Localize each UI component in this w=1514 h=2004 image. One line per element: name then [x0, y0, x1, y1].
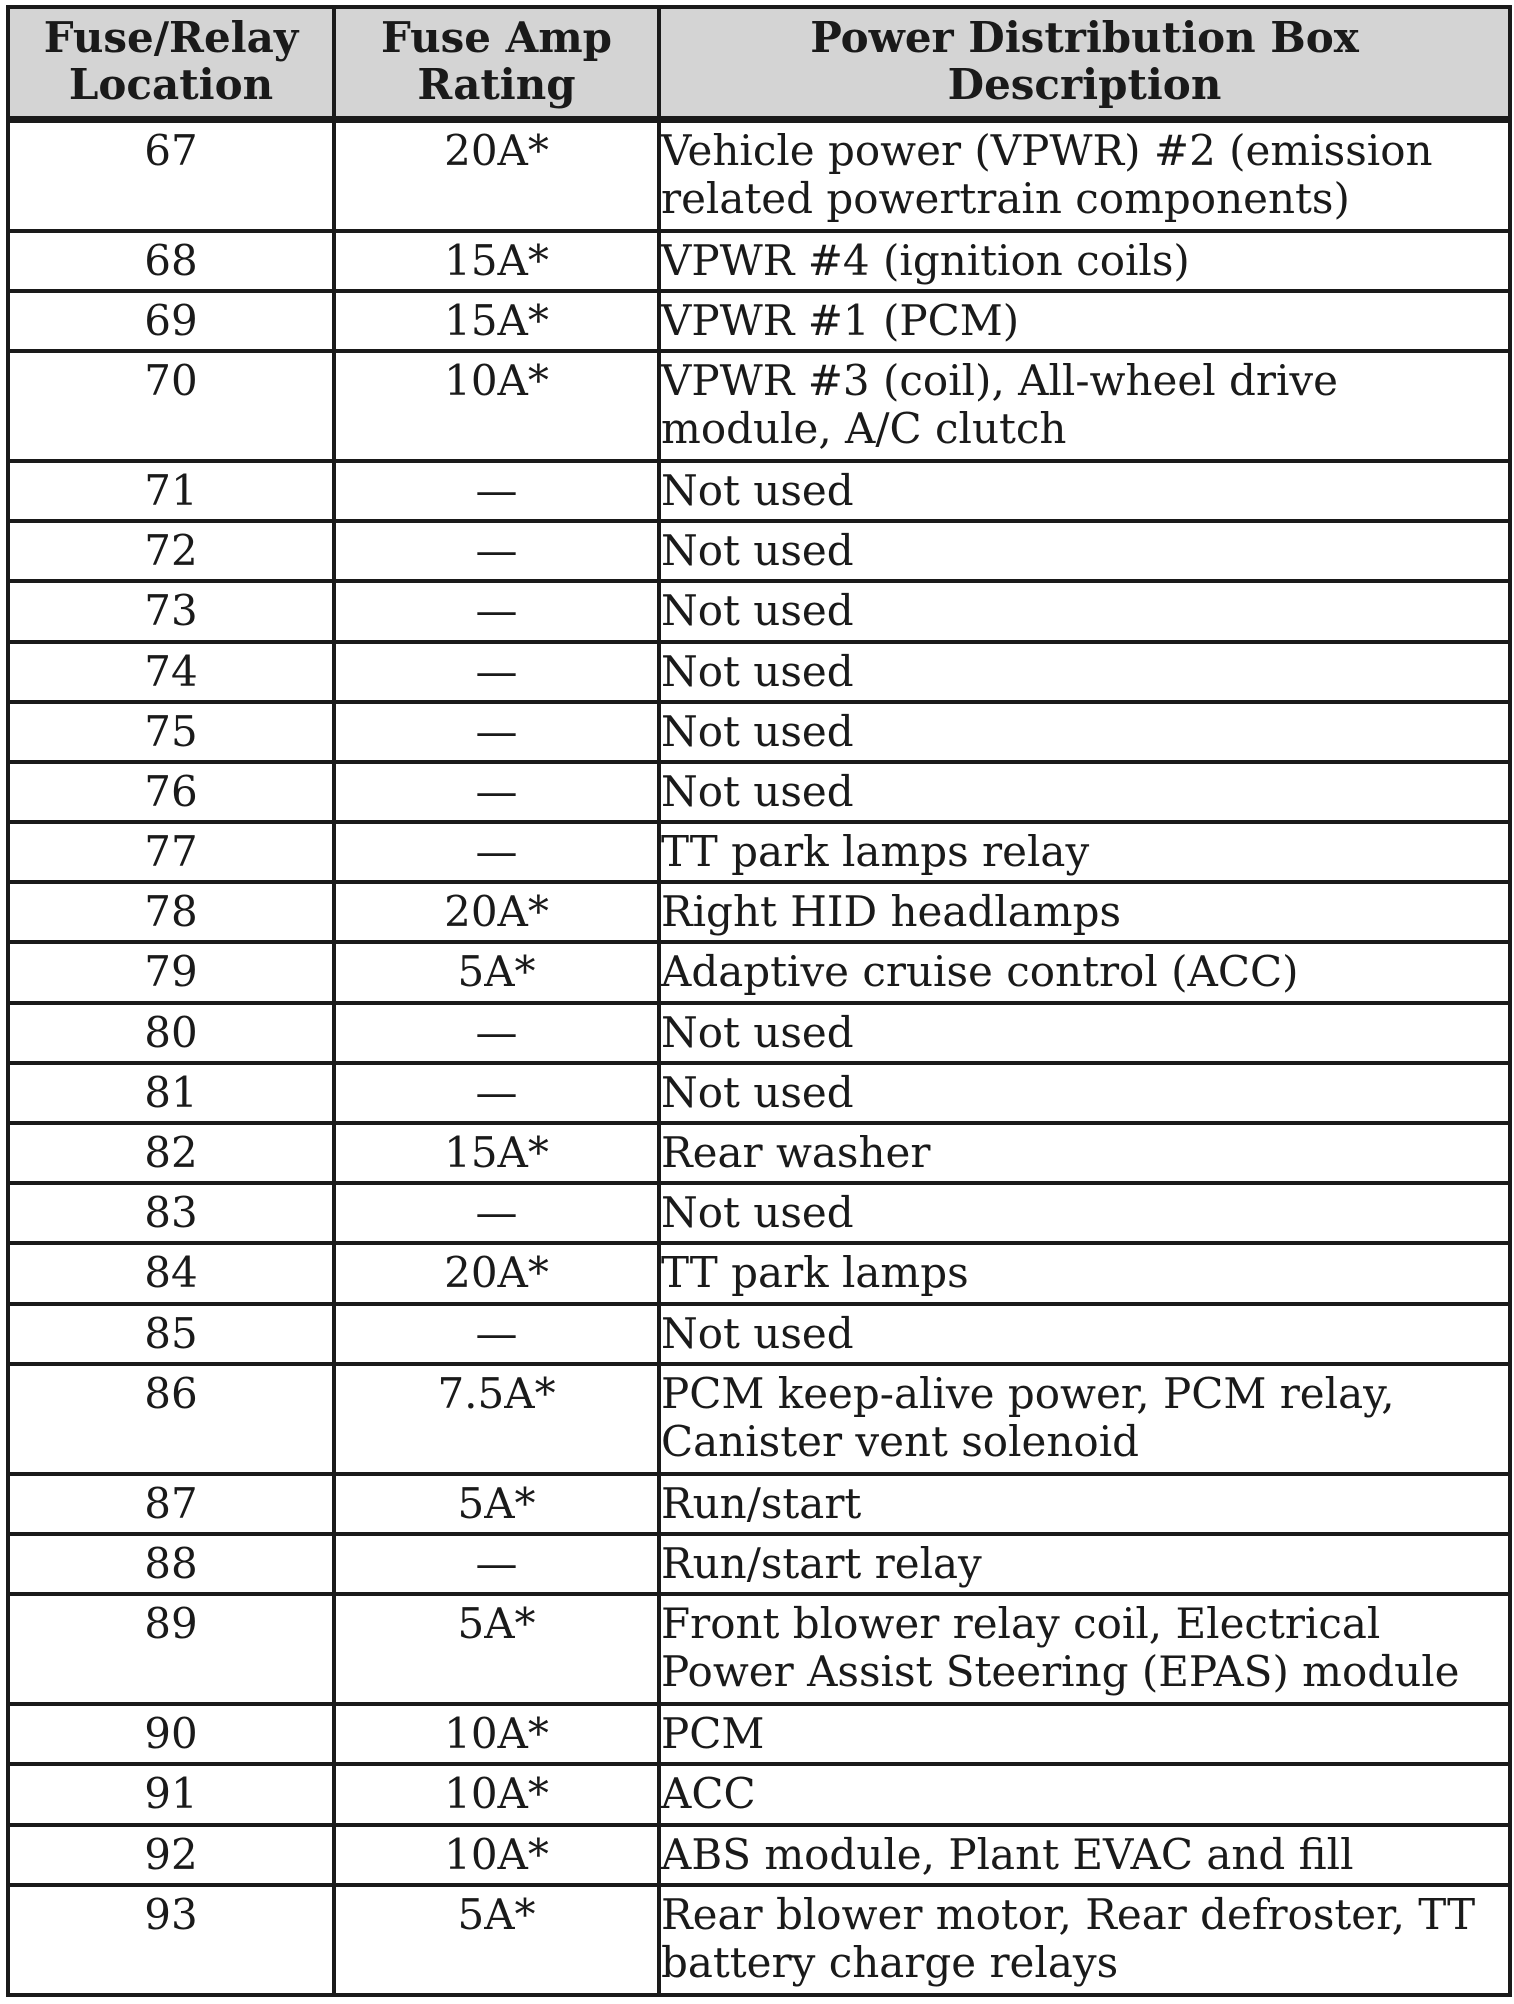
table-row — [8, 882, 1510, 942]
table-row — [8, 291, 1510, 351]
fuse-location-cell: 93 — [8, 1885, 334, 1995]
fuse-description-cell: ABS module, Plant EVAC and fill — [659, 1825, 1510, 1885]
table-row — [8, 581, 1510, 641]
fuse-location-cell: 81 — [8, 1063, 334, 1123]
fuse-amp-cell: 15A* — [334, 231, 659, 291]
fuse-amp-cell: 10A* — [334, 1764, 659, 1824]
fuse-location-cell: 73 — [8, 581, 334, 641]
fuse-amp-cell: 10A* — [334, 1704, 659, 1764]
table-row — [8, 119, 1510, 231]
fuse-location-cell: 68 — [8, 231, 334, 291]
fuse-location-cell: 84 — [8, 1243, 334, 1303]
fuse-description-cell: TT park lamps — [659, 1243, 1510, 1303]
table-body — [8, 119, 1510, 1995]
fuse-amp-cell: — — [334, 642, 659, 702]
fuse-description-cell: PCM keep-alive power, PCM relay, Canister vent solenoid — [659, 1364, 1510, 1474]
table-row — [8, 642, 1510, 702]
table-row — [8, 461, 1510, 521]
fuse-amp-cell: 7.5A* — [334, 1364, 659, 1474]
fuse-location-cell: 86 — [8, 1364, 334, 1474]
fuse-location-cell: 76 — [8, 762, 334, 822]
fuse-description-cell: Right HID headlamps — [659, 882, 1510, 942]
fuse-amp-cell: — — [334, 1063, 659, 1123]
table-row — [8, 521, 1510, 581]
fuse-description-cell: Vehicle power (VPWR) #2 (emission related powertrain components) — [659, 119, 1510, 231]
fuse-location-cell: 92 — [8, 1825, 334, 1885]
fuse-amp-cell: 20A* — [334, 882, 659, 942]
fuse-description-cell: PCM — [659, 1704, 1510, 1764]
fuse-amp-cell: — — [334, 762, 659, 822]
fuse-location-cell: 69 — [8, 291, 334, 351]
table-row — [8, 702, 1510, 762]
fuse-amp-cell: 5A* — [334, 1474, 659, 1534]
header-description: Power Distribution Box Description — [659, 7, 1510, 119]
fuse-description-cell: ACC — [659, 1764, 1510, 1824]
fuse-amp-cell: — — [334, 1003, 659, 1063]
fuse-location-cell: 78 — [8, 882, 334, 942]
fuse-location-cell: 85 — [8, 1304, 334, 1364]
fuse-amp-cell: — — [334, 461, 659, 521]
table-row — [8, 1764, 1510, 1824]
fuse-location-cell: 70 — [8, 351, 334, 461]
table-row — [8, 1825, 1510, 1885]
table-row — [8, 351, 1510, 461]
fuse-amp-cell: 20A* — [334, 119, 659, 231]
fuse-amp-cell: — — [334, 581, 659, 641]
fuse-amp-cell: — — [334, 702, 659, 762]
fuse-description-cell: Not used — [659, 642, 1510, 702]
fuse-description-cell: VPWR #4 (ignition coils) — [659, 231, 1510, 291]
table-row — [8, 1594, 1510, 1704]
fuse-location-cell: 87 — [8, 1474, 334, 1534]
fuse-location-cell: 67 — [8, 119, 334, 231]
table-row — [8, 1364, 1510, 1474]
fuse-description-cell: Not used — [659, 702, 1510, 762]
fuse-location-cell: 79 — [8, 942, 334, 1002]
fuse-amp-cell: — — [334, 822, 659, 882]
fuse-description-cell: Not used — [659, 1304, 1510, 1364]
header-row — [8, 7, 1510, 119]
fuse-amp-cell: — — [334, 1534, 659, 1594]
fuse-description-cell: Not used — [659, 581, 1510, 641]
fuse-description-cell: Run/start — [659, 1474, 1510, 1534]
fuse-description-cell: TT park lamps relay — [659, 822, 1510, 882]
header-location: Fuse/Relay Location — [8, 7, 334, 119]
table-row — [8, 1243, 1510, 1303]
fuse-location-cell: 80 — [8, 1003, 334, 1063]
fuse-description-cell: Not used — [659, 1063, 1510, 1123]
fuse-table — [6, 5, 1512, 1997]
fuse-description-cell: Run/start relay — [659, 1534, 1510, 1594]
fuse-amp-cell: 5A* — [334, 1885, 659, 1995]
table-row — [8, 1474, 1510, 1534]
table-row — [8, 822, 1510, 882]
fuse-description-cell: Not used — [659, 1183, 1510, 1243]
fuse-amp-cell: 15A* — [334, 291, 659, 351]
table-row — [8, 1123, 1510, 1183]
table-row — [8, 1704, 1510, 1764]
table-row — [8, 1885, 1510, 1995]
fuse-location-cell: 83 — [8, 1183, 334, 1243]
fuse-location-cell: 82 — [8, 1123, 334, 1183]
table-row — [8, 1534, 1510, 1594]
fuse-description-cell: Not used — [659, 521, 1510, 581]
fuse-amp-cell: — — [334, 1183, 659, 1243]
fuse-description-cell: Not used — [659, 762, 1510, 822]
table-row — [8, 1304, 1510, 1364]
fuse-location-cell: 77 — [8, 822, 334, 882]
table-header — [8, 7, 1510, 119]
fuse-description-cell: VPWR #1 (PCM) — [659, 291, 1510, 351]
fuse-location-cell: 88 — [8, 1534, 334, 1594]
fuse-amp-cell: 15A* — [334, 1123, 659, 1183]
fuse-description-cell: Not used — [659, 461, 1510, 521]
fuse-description-cell: Front blower relay coil, Electrical Power Assist Steering (EPAS) module — [659, 1594, 1510, 1704]
fuse-location-cell: 89 — [8, 1594, 334, 1704]
fuse-amp-cell: 5A* — [334, 1594, 659, 1704]
fuse-amp-cell: 20A* — [334, 1243, 659, 1303]
table-row — [8, 1063, 1510, 1123]
fuse-amp-cell: 10A* — [334, 351, 659, 461]
fuse-location-cell: 90 — [8, 1704, 334, 1764]
table-row — [8, 231, 1510, 291]
fuse-amp-cell: — — [334, 521, 659, 581]
fuse-description-cell: VPWR #3 (coil), All-wheel drive module, A/C clutch — [659, 351, 1510, 461]
fuse-description-cell: Not used — [659, 1003, 1510, 1063]
fuse-amp-cell: 5A* — [334, 942, 659, 1002]
fuse-location-cell: 71 — [8, 461, 334, 521]
table-row — [8, 942, 1510, 1002]
fuse-location-cell: 91 — [8, 1764, 334, 1824]
fuse-amp-cell: — — [334, 1304, 659, 1364]
fuse-location-cell: 74 — [8, 642, 334, 702]
table-row — [8, 1003, 1510, 1063]
fuse-description-cell: Rear washer — [659, 1123, 1510, 1183]
table-row — [8, 762, 1510, 822]
table-row — [8, 1183, 1510, 1243]
header-amp-rating: Fuse Amp Rating — [334, 7, 659, 119]
fuse-description-cell: Rear blower motor, Rear defroster, TT battery charge relays — [659, 1885, 1510, 1995]
fuse-amp-cell: 10A* — [334, 1825, 659, 1885]
fuse-description-cell: Adaptive cruise control (ACC) — [659, 942, 1510, 1002]
fuse-location-cell: 72 — [8, 521, 334, 581]
fuse-location-cell: 75 — [8, 702, 334, 762]
